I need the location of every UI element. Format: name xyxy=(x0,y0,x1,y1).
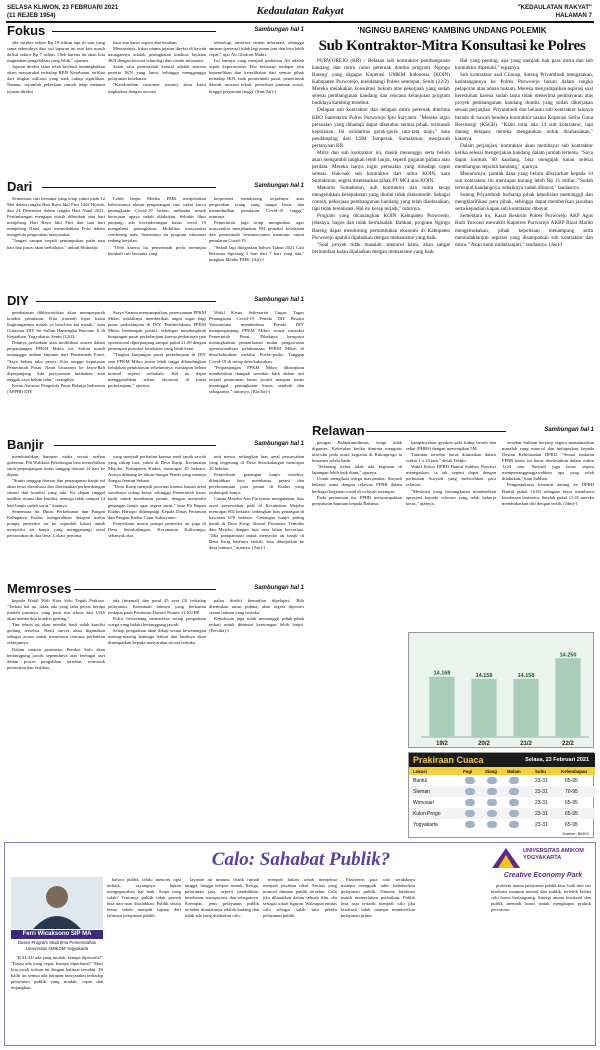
article-column: problem utama pelayanan publik kita, baik dari sisi birokrasi maupun mental dari publik, terlebih ketika calo harus berlangsung. Sinergi antara birokrasi dan publik menjadi kunci untuk menghapus praktik percaloan. xyxy=(491,883,591,913)
chart-data-label: 14.158 xyxy=(475,672,493,679)
cloudy-weather-icon xyxy=(509,777,519,784)
article-column: teknologi, interface sistem informasi, sehingga antrean (peserta) tidak lagi enam jam dan bisa lebih cepat," ujar Ali Ghufron Mukti. Isu lainnya yang menjadi perhatian Ali adalah aspek keperawatan. Dia berharap terdapat rasa kepemilikan dan keterlibatan dari semua pihak terhadap JKN, baik pemerintah pusat, pemerintah daerah, asosiasi tekait, pemerhati jaminan sosial, hingga perguruan tinggi. (Sim/Ati)-f xyxy=(209,40,304,94)
weather-date: Selasa, 23 Februari 2021 xyxy=(525,757,589,763)
article-column: unit mesin, sedangkan luas areal persawahan yang tergenang di Desa Setrokalangan mencapai 20 hektare. Penyedotan genangan banjir tersebut, dibutuhkan bisa membantu petani dan perekonomian para petani di Kudus yang terdampak banjir. Camat Mejobo Aan Fitriyanto mengatakan, luas areal persawahan padi di Kecamatan Mejobo mencapai 902 hektare, sedangkan luas genangan di kawasan 670 hektare. Genangan banjir paling parah di Desa Kirig, disusul Payaman, Temulus dan Mejobo dengan luas area lahan bervariasi. "Jika pompanisasi untuk menyedot air banjir di Desa Kirig hasilnya efektif, bisa dilanjutkan ke desa lainnya," ujarnya. (Ant)-f xyxy=(209,454,304,550)
weather-humidity: 65-95 xyxy=(565,800,578,806)
chart-bar xyxy=(513,679,538,737)
article-column: kepada Wakil Wali Kota Solo Teguh Prakosa. "Terkait hal ini, tidak ada yang tahu persis berapa jumlah pastinya, yang pasti tim teknis dari UNS akan memeriksa kondisi gedung." Tim teknis ini akan menilai hasil sidak kondisi gedung tersebut. Hasil survei akan digunakan sebagai acuan untuk menyusun rencana perbaikan selanjutnya. Dalam catatan peraturan, Pemkot Solo akan bertanggung jawab sepenuhnya atas berbagai aset dalam proses pengalihan tersebut, termasuk perawatan dan fasilitas. xyxy=(7,598,105,670)
continuation-label: Sambungan hal 1 xyxy=(254,585,304,591)
weather-temperature: 23-31 xyxy=(535,822,548,828)
author-name: Ferri Wicaksono SIP MA xyxy=(11,930,103,939)
article-column: "KALAU ada yang mudah, kenapa dipersulit?" "Kalau ada yang cepat, kenapa diperlama?" Mari kita awali tulisan ini dengan kalimat tersebut. Di balik itu semua ada harapan masyarakat terhadap pelayanan publik yang mudah, cepat dan terjangkau. xyxy=(11,955,103,991)
article-column: berpotensi mendorong terjadinya arus pergerakan orang yang sangat besar dan menimbulkan penularan Covid-19 tinggi," tuturnya. Pemerintah juga tetap mengimbau agar masyarakat menjalankan 5M protokol kesehatan dan pemerintah bersama-sama memutus rantai penularan Covid-19. "Sekali lagi ditegaskan bahwa Tahun 2021 Cuti Bersama dipotong 5 hari dari 7 hari yang ada," pungkas Menko PMK. (Ati)-f xyxy=(209,196,304,262)
article-column: Lebih lanjut Menko PMK menjelaskan bahwasanya alasan pengurangan cuti, yakni kurva peningkatan Covid-19 belum melandai masih bertujuan upaya sudah dilakukan. Sehabis libur panjang, ada kecenderungan kasus covid 19 mengalami peningkatan. Mobilitas masyarakat cenderung naik. Sementara itu program vaksinasi sedang berjalan. "Oleh karena itu pemerintah perlu meninjau kembali cuti bersama yang xyxy=(108,196,206,256)
section-title: Banjir xyxy=(7,437,44,452)
masthead-logo: Kedaulatan Rakyat xyxy=(256,5,344,17)
chart-tick-label: 22/2 xyxy=(562,741,574,747)
university-name: UNIVERSITAS AMIKOM YOGYAKARTA xyxy=(523,848,584,861)
header-rule xyxy=(6,21,594,23)
article-column: pembatasan dikhawatirkan akan memperparah kondisi penularan. Kita (rumah) hijau kalau lingkungannya marah ya bisa-bisa kut marah," kata Gubernur DIY Sri Sultan Hamengku Buwono X di Kepatihan, Yogyakarta, Senin (22/2). Ditanya perbedaan atau modifikasi aturan dalam perpanjangan PPKM Mikro ini, Sultan masih menunggu arahan lanjutan dari Pemerintah Pusat. "Saya belum tahu persis. Kita tunggu keputusan Pemerintah Pusat. Nanti bicaranya ke Jawa-Bali diperpanjang. Ada persyaratan tambahan atau enggak saya belum tahu," terangnya. Ketua Asosiasi Pengelola Pusat Belanja Indonesia (APPBI) DIY xyxy=(7,310,105,394)
weather-title: Prakiraan Cuaca xyxy=(413,755,484,765)
ad-title: Calo: Sahabat Publik? xyxy=(211,849,391,870)
chart-bar xyxy=(429,677,454,737)
article-column: membutuhkan bantuan maka sesuai arahan gubernur, Plh Walikota Pekalongan bisa menerbitkan surat perpanjangan status tanggap darurat 14 hari ke depan. "Status tanggap darurat dan penanganan banjir ini akan terus dievaluasi dan disesuaikan perkembangan situasi dan kondisi yang ada. Ke depan tinggal melihat situasi dan kondisi, semoga tidak sampai 14 hari banjir sudah surut," katanya. Sementara itu Dinas Perkebunan dan Pangan Kabupaten Kudus mengerahkan delapan mesin pompa penyedot air ke sejumlah lokasi untuk menyedot air banjir yang menggenangi areal persawahan di dua desa. Lokasi pertama xyxy=(7,454,105,538)
header-newspaper: "KEDAULATAN RAKYAT" xyxy=(517,4,592,11)
section-title: DIY xyxy=(7,293,29,308)
author-title: Dosen Program Studi Ilmu Pemerintahan Universitas AMIKOM Yogyakarta xyxy=(17,940,97,951)
cloudy-weather-icon xyxy=(465,788,475,795)
section-title: Dari xyxy=(7,179,33,194)
article-column: Hal yang penting, apa yang menjadi hak para mitra dan sub kontraktor dipenuhi," tegasnya. Sub kontraktor asal Cilacap, Suteng Priyambodi mengatakan, kedatangannya ke Polres Purworejo bukan dalam rangka pelaporan atau aduan hukum. Mereka menyampaikan aspirasi soal kerestuhan karena sudah lama tidak menerima pembayaran atas proyek pembangunan kandang domba yang sudah dikerjakan sesuai perjanjian. Priyambodi dan belasan sub kontraktor lainnya berada di bawah bendera kontraktor utama Koperasi Serba Guna Bersinergi (KSGB). "Kami total ada 14 sub kontraktor, tapi datang delapan, mereka mengatakan untuk dirahasiakan," katanya. Dalam perjanjian, kontraktor akan membayar sub kontraktor ketika selesai mengerjakan kandang dalam jumlah tertentu. "Saya dapat kontrak 60 kandang, bisa mengajak kalau selesai membangun sepuluh kandang," ujarnya. Menurutnya, jumlah dana yang belum dibayarkan kepada 14 sub kontraktor itu mencapai kurang lebih Rp 11 miliar. "Sudah terwujud kandangnya, sebaiknya sudah dibayar," tandasnya. Suteng Priyambodi berharap pihak kepolisian memanggil dan mengklarifikasi para pihak, sehingga dapat memberikan jawaban serta kepastian kapan sub kontraktor dibayar. Sementara itu, Kasat Reskrim Polres Purworejo AKP Agus Budi Yuwono mewakili Kapolres Purworejo AKBP Rizal Marito mengemukakan, pihak kepolisian menampung serta menindaklanjuti aspirasi yang disampaikan sub kontraktor dan mitra. "Akan kami tindaklanjuti," tandasnya. (Jas)-f xyxy=(455,58,593,248)
cloudy-weather-icon xyxy=(487,799,497,806)
cloudy-weather-icon xyxy=(509,821,519,828)
weather-source: Sumber: BMKG xyxy=(562,832,589,836)
stock-chart xyxy=(408,632,594,748)
chart-tick-label: 19/2 xyxy=(436,741,448,747)
section-title: Relawan xyxy=(312,423,365,438)
continuation-label: Sambungan hal 1 xyxy=(254,441,304,447)
weather-humidity: 65-95 xyxy=(565,811,578,817)
chart-data-label: 14.168 xyxy=(433,670,451,677)
section-title: Fokus xyxy=(7,23,46,38)
article-column: menjadi bukan sebab menjelma menjadi jawaban ideal. Entitas yang muncul dimana publik tersebut. Calo jika dibaratkan dalam sebuah film, dia sebagai tokoh figuran. Walaupun entitas calo sebagai salah satu pelaku pelayanan publik. xyxy=(263,877,337,919)
weather-temperature: 23-31 xyxy=(535,800,548,806)
cloudy-weather-icon xyxy=(465,777,475,784)
cloudy-weather-icon xyxy=(509,799,519,806)
section-divider xyxy=(42,187,216,188)
chart-data-label: 14.250 xyxy=(559,652,577,659)
chart-svg xyxy=(409,633,595,749)
continuation-label: Sambungan hal 1 xyxy=(254,27,304,33)
cloudy-weather-icon xyxy=(465,799,475,806)
cloudy-weather-icon xyxy=(487,821,497,828)
article-kicker: 'NGINGU BARENG' KAMBING UNDANG POLEMIK xyxy=(357,26,547,35)
article-column: PURWOREJO (KR) - Belasan sub kontraktor pembangunan kandang dan mitra calon peternak domba program 'Ngingu Bareng' yang digagas Koperasi UMKM Indonesia (KOIN) Kabupaten Purworejo, mendatangi Polres setempat, Senin (22/2). Mereka melakukan konsultasi hukum atas pekerjaan yang sudah selesai pembangunan kandang dan rencana kelanjutan program budidaya kambing tersebut. Delapan sub kontraktor dan delapan mitra peternak diterima KBO Satreskrim Polres Purworejo Iptu Suryanto. "Mereka ingin persoalan yang dihadapi dapat diketahui semua pihak, termasuk kepolisian. Ini solidaritas gerak-gerik rata-rata maju," kata pendamping dari LSM Tamperak, Sumakmun, menjawab pertanyaan KR. Mitra dan sub kontraktor ini, masih menunggu serta belum akan mengambil langkah lebih lanjut, seperti gugatan pidana atau perdata. Mereka hanya ingin persoalan yang dihadapi cepat selesai. Hak-hak sub kontraktor dari mitra KOIN, kata Sumakmun, segera diselesaikan pihak PT MGI atas KOIN. Menurut Sumakmun, sub kontraktor dan mitra kerap mengeluhkan kesepakatan yang dinilai tidak diakomodir. Sebagai contoh, pekerjaan pembangunan kandang yang telah diselesaikan, tapi tidak terealisasi. Hal itu kerap terjadi," tuturnya. Program yang dicanangkan KOIN Kabupaten Purworejo, jelasnya, bagus dan tidak bermasalah. Bahkan, program Ngingu Bareng dapat mendorong pertumbuhan ekonomi di Kabupaten Purworejo apabila dijalankan dengan mekanisme yang baik. "Soal proyek tidak masalah, menurut kami, akan sangat bermanfaat kalau dijalankan dengan mekanisme yang baik. xyxy=(312,58,450,255)
section-divider xyxy=(366,431,506,432)
section-title: Memroses xyxy=(7,581,72,596)
article-column: ada surplus sektor Rp 18 triliun tapi di saat yang sama sebetulnya dari sisi laporan ini aset kita masih defisit sektor Rp 7 triliun. Oleh karena itu akan kita tingkatkan pengelolaan yang lebih," ujarnya. Jajaran direksi lama telah berhasil meningkatkan akses masyarakat terhadap BPJS Kesehatan, terlihat dari tingkat utilisasi yang naik cukup signifikan. Namun, sejumlah pekerjaan rumah tetap menanti jajaran direksi xyxy=(7,40,105,94)
weather-humidity: 70-95 xyxy=(565,789,578,795)
cloudy-weather-icon xyxy=(487,777,497,784)
weather-temperature: 23-31 xyxy=(535,778,548,784)
weather-row xyxy=(409,786,595,797)
continuation-label: Sambungan hal 1 xyxy=(254,297,304,303)
weather-row xyxy=(409,797,595,808)
header-date: SELASA KLIWON, 23 FEBRUARI 2021 xyxy=(7,4,119,11)
article-column: kampanyekan gerakan pola hidup bersih dan sehat (PHBS) dengan menerapkan 5M. Tuntutan tersebut harus ditunaikan dalam waktu 1 x 24 jam," desak Walijo. Wakil Ketua DPRD Bantul Subhan Nawawi menegaskan, ia tak seperti dapat dengan perbuatan Suryadi yang melecehkan para relawan. "Mestinya yang bersangkutan memberikan apresiasi kepada relawan yang telah bekerja keras," ujarnya. xyxy=(406,440,496,506)
header-page-number: HALAMAN 7 xyxy=(555,12,592,19)
weather-location: Sleman xyxy=(413,789,430,795)
article-column: Eksistensi para calo setidaknya mampu menguak tabir kebobrokan pelayanan publik. Dimana birokrasi masih memerlukan perbaikan. Publik bisa saja tertarik menjadi calo jika birokrasi tidak mampu memberikan pelayanan prima. xyxy=(341,877,415,919)
weather-table-header: Lokasi Pagi Siang Malam Suhu Kelembapan xyxy=(409,767,595,775)
cloudy-weather-icon xyxy=(465,821,475,828)
section-divider xyxy=(36,301,216,302)
university-logo-icon xyxy=(491,847,521,869)
article-column: bahwa publik selalu mencari opsi terbaik, sayangnya bukan mengupayakan hal baik. Siapa yang salah? Tentunya publik tidak pernah bisa dan mau disalahkan. Publik selalu benar sebab menjadi tujuan dari lahirnya pelayanan publik. xyxy=(107,877,181,919)
article-headline: Sub Kontraktor-Mitra Konsultasi ke Polres xyxy=(318,38,586,54)
article-column: Surya Ananta menyampaikan, perencanaan PPKM Mikro setidaknya memberikan angin segar bagi pusat perbelanjaan di DIY. Pemberlakuan PPKM Mikro berdampak positif, sekaligus mendongkrak kunjungan pusat perbelanjaan karena perbatasan jam operasional diperpanjang sampai pukul 21.00 dengan penerapan protokol kesehatan yang lebih ketat. "Tingkat kunjungan pusat perbelanjaan di DIY saat PPKM Mikro justru lebih tinggi dibandingkan kebijakan pembatasan sebelumnya. meskipun belum normal seperti sediakala. Hal itu dapat menggairahkan sektor ekonomi di pusat perbelanjaan," ujarnya. xyxy=(108,310,206,388)
chart-tick-label: 21/2 xyxy=(520,741,532,747)
chart-bar xyxy=(471,679,496,737)
article-column: yang menjadi perhatian karena areal tanah sawah yang cukup luas, yakni di Desa Karip, Kecamatan Mejobo, Kabupaten Kudus, mencapai 45 hektare. Airnya dibuang ke aliran Sungai Pendo yang menuju Sungai Jeratun Seluna. "Desa Karip menjadi prioritas karena luasan areal sawahnya cukup besar, sehingga Pemerintah harus hadir untuk membantu petani, dengan menyedot genangan banjir agar segera surut," kata Plt Bupati Kudus Hartopo didampingi Kepala Dinas Pertanian dan Pangan Kudus Catur Sulistyanto. Penyedotan mesin pompa penyedot air juga di Desa Setrokalangan, Kecamatan Kaliwungu, sebanyak dua xyxy=(108,454,206,538)
continuation-label: Sambungan hal 1 xyxy=(254,183,304,189)
article-column: palan diteliti kemudian dipelajari. Bila ditemukan unsur pidana, akan segera diproses sesuai hukum yang berlaku. Kepolisian juga telah memanggil pihak-pihak terkait untuk dimintai keterangan lebih lanjut. (Persilia)-f xyxy=(209,598,304,634)
author-photo xyxy=(11,877,103,929)
section-divider xyxy=(74,589,216,590)
weather-row xyxy=(409,819,595,830)
article-column: Sementara cuti bersama yang tetap yakni pada 12 Mei dalam rangka Hari Raya Idul Fitri 1442 Hijriah, dan 24 Desember dalam rangka Hari Natal 2021. Pertimbangan mengapa masih diberikan satu hari menjelang Hari Raya Idul Fitri dan satu hari menjelang Natal, agar memudahkan Polri dalam mengelola pergerakan masyarakat. "Jangan sampai terjadi penumpukan pada satu hari dan justru akan berbahaya," imbuh Muhadjir. xyxy=(7,196,105,250)
cloudy-weather-icon xyxy=(487,810,497,817)
article-column: baru dan harus segera diselesaikan. Menurutnya, fokus utama jajaran direksi di bawah naungannya adalah peningkatan kualitas layanan JKN dengan inovasi teknologi dan sistem informasi. Salah satu permasalah krusial adalah antrean peserta JKN yang lama, sehingga mengganggu pelayanan kesehatan. "Keseluruhan customer journey akan kami tingkatkan dengan inovasi xyxy=(108,40,206,94)
article-column: Wakil Ketua Sekretariat Gugus Tugas Penanganan Covid-19 Pemda DIY Biwara Yuswantana memberikan Pemda DIY memperpanjang PPKM Mikro sesuai instruksi Pemerintah Pusat. Pihaknya berupaya meningkatkan pemanfaatan mulai pengawasan operasionalisasi pelaksanaan PPKM Mikro di desa/kalurahan melalui Posko-posko Tanggap Covid-19 di setiap desa/kalurahan. "Perpanjangan PPKM Mikro diharapkan memberikan dampak semakin baik dalam arti terjadi penurunan kasus positif maupun kasus meninggal, peningkatan kasus sembuh dan sebagainya," tuturnya. (Ria/Ira)-f xyxy=(209,310,304,394)
weather-temperature: 23-31 xyxy=(535,811,548,817)
weather-location: Yogyakarta xyxy=(413,822,438,828)
header-hijri-date: (11 REJEB 1954) xyxy=(7,12,56,19)
article-column: tersebut Subhan berjanji segera memuntaskan masalah yang muncul dan melaporkan kepada Dewan Kehormatan DPRD. "Sesuai tuntutan FPRB kasus ini harus diselesaikan dalam waktu 1x24 jam. Suryadi juga harus segera mempertanggungjawabkan apa yang telah dilakukan," kata Subhan. Pengunjukrasa kemarin datang ke DPRD Bantul pukul 10.00 sebagian besar membawa kendaraan bermotor. Setelah pukul 11.45 mereka membubarkan diri dengan tertib. (Jdm)-f xyxy=(502,440,594,506)
amikom-advertorial xyxy=(4,842,596,1046)
weather-row xyxy=(409,775,595,786)
ad-tagline: Creative Economy Park xyxy=(503,872,583,879)
weather-location: Wonosari xyxy=(413,800,435,806)
cloudy-weather-icon xyxy=(509,788,519,795)
article-column: ada (internal) dan pasal 45 ayat (3) terhadap pelayanan. Ketentuan lainnya yang berkaitan terdapat pada Peraturan Daerah Nomor 21 KUHP. Polisi berwenang memeriksa setiap pengaduan warga yang hakiki bertanggung jawab. Setiap pengaduan akan dikaji sesuai kewenangan masing-masing lembaga terkait dan hasilnya akan disampaikan kepada masyarakat secara terbuka. xyxy=(108,598,206,646)
weather-row xyxy=(409,808,595,819)
weather-location: Kulon Progo xyxy=(413,811,441,817)
continuation-label: Sambungan hal 1 xyxy=(544,427,594,433)
cloudy-weather-icon xyxy=(465,810,475,817)
weather-humidity: 65-95 xyxy=(565,778,578,784)
chart-tick-label: 20/2 xyxy=(478,741,490,747)
weather-temperature: 23-31 xyxy=(535,789,548,795)
section-divider xyxy=(52,31,216,32)
chart-data-label: 14.158 xyxy=(517,672,535,679)
article-column: layanan air minum, listrik rumah tangga, hingga telepon rumah. Ketiga, pelayanan jasa, seperti pendidikan, kesehatan, transportasi, dan sebagainya. Keempat, jenis pelayanan publik tersebut diantaranya adalah lantang dan tidak ada yang dilakukan calo. xyxy=(185,877,259,919)
weather-forecast xyxy=(408,752,594,838)
cloudy-weather-icon xyxy=(509,810,519,817)
chart-bar xyxy=(555,658,580,737)
weather-humidity: 65-95 xyxy=(565,822,578,828)
article-column: petugas Babinkamtibmas, tetapi tidak diguntes. Kebetulan ketika diminta menginis ulai-ulai pada acara kegiatan di Kulonprogo ia biasanya selalu hadir. "Sekarang kalau tidak ada kegiatan di lapangan lebih baik diam," ujarnya. Untuk mengikuti warga masyarakat, Suryadi bekerja sama dengan relawan PFRB dalam berbagai kegiatan sosial di wilayah setempat. Pada pertemuan itu, FPRB menyampaikan penyaluran bantuan kepada Babinsa. xyxy=(312,440,402,506)
cloudy-weather-icon xyxy=(487,788,497,795)
weather-location: Bantul xyxy=(413,778,428,784)
section-divider xyxy=(54,445,216,446)
